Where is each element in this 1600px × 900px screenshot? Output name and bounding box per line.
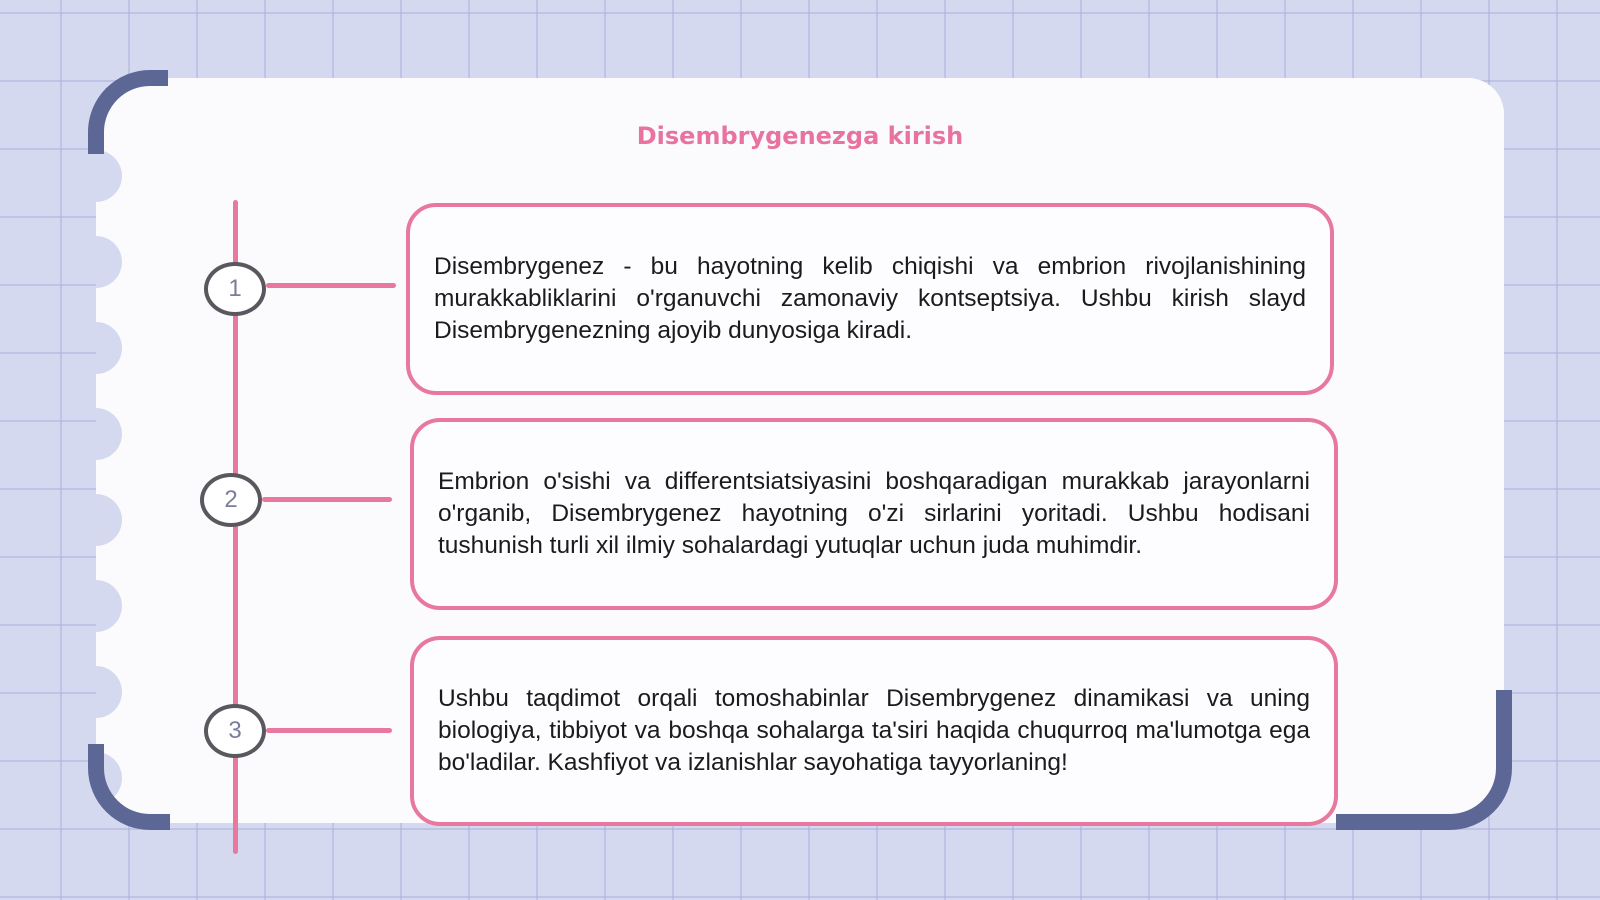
- timeline-connector-3: [266, 728, 392, 733]
- timeline-text-3: Ushbu taqdimot orqali tomoshabinlar Disembrygenez dinamikasi va uning biologiya, tibbiyot va boshqa sohalarga ta'siri haqida chuqurroq ma'lumotga ega bo'ladilar. Kashfiyot va izlanishlar sayohatiga tayyorlaning!: [438, 685, 1310, 776]
- timeline-node-3: 3: [204, 704, 266, 758]
- timeline-connector-1: [266, 283, 396, 288]
- notebook-hole: [96, 150, 122, 202]
- notebook-hole: [96, 236, 122, 288]
- notebook-hole: [96, 322, 122, 374]
- notebook-hole: [96, 580, 122, 632]
- frame-corner-bottom-right: [1336, 690, 1512, 830]
- notebook-hole: [96, 408, 122, 460]
- timeline-box-1: [406, 203, 1334, 395]
- timeline-text-1: Disembrygenez - bu hayotning kelib chiqishi va embrion rivojlanishining murakkabliklarini o'rganuvchi zamonaviy kontseptsiya. Ushbu kirish slayd Disembrygenezning ajoyib dunyosiga kiradi.: [434, 253, 1306, 344]
- timeline-box-3: [410, 636, 1338, 826]
- timeline-text-2: Embrion o'sishi va differentsiatsiyasini boshqaradigan murakkab jarayonlarni o'rganib, Disembrygenez hayotning o'zi sirlarini yoritadi. Ushbu hodisani tushunish turli xil ilmiy sohalardagi yutuqlar uchun juda muhimdir.: [438, 468, 1310, 559]
- timeline-box-2: [410, 418, 1338, 610]
- slide-title: Disembrygenezga kirish: [636, 122, 964, 150]
- timeline-node-2: 2: [200, 473, 262, 527]
- frame-corner-bottom-left: [88, 744, 170, 830]
- notebook-hole: [96, 666, 122, 718]
- notebook-hole: [96, 494, 122, 546]
- timeline-node-1: 1: [204, 262, 266, 316]
- timeline-connector-2: [262, 497, 392, 502]
